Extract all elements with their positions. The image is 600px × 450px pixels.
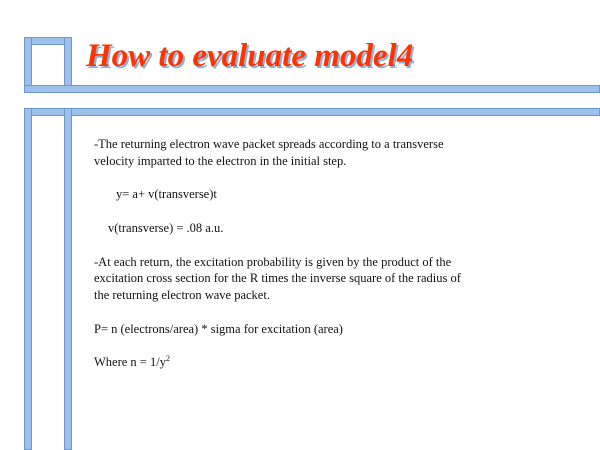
paragraph-2-line-1: -At each return, the excitation probability is given by the product of the <box>94 254 452 269</box>
content-frame-left-inner-bar <box>64 108 72 450</box>
content-frame-top-bar <box>24 108 600 116</box>
where-definition-text: Where n = 1/y <box>94 355 166 370</box>
equation-position: y= a+ v(transverse)t <box>116 187 217 202</box>
paragraph-1-line-2: velocity imparted to the electron in the initial step. <box>94 153 347 168</box>
where-definition-exponent: 2 <box>165 354 170 364</box>
where-definition <box>94 354 564 371</box>
slide-title: How to evaluate model4 <box>86 38 414 74</box>
paragraph-2-line-2: excitation cross section for the R times the inverse square of the radius of <box>94 271 461 286</box>
paragraph-2-line-3: the returning electron wave packet. <box>94 288 270 303</box>
slide-body <box>94 136 564 371</box>
content-frame-left-outer-bar <box>24 108 32 450</box>
title-underline-bar <box>24 85 600 93</box>
equation-transverse-velocity: v(transverse) = .08 a.u. <box>108 220 224 235</box>
paragraph-1-line-1: -The returning electron wave packet spreads according to a transverse <box>94 137 444 151</box>
equation-probability: P= n (electrons/area) * sigma for excitation (area) <box>94 321 343 336</box>
